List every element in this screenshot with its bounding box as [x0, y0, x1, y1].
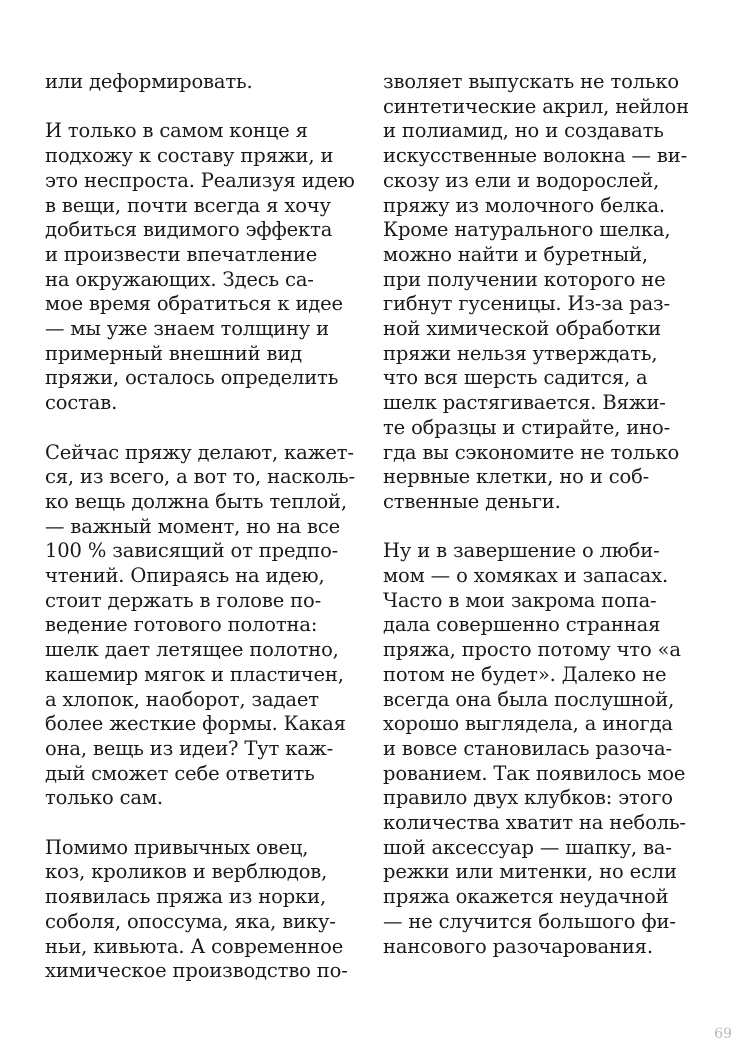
text-line: ся, из всего, а вот то, насколь- [45, 465, 355, 489]
text-line: шой аксессуар — шапку, ва- [383, 835, 672, 859]
text-line: Кроме натурального шелка, [383, 218, 671, 242]
text-line: или деформировать. [45, 70, 253, 93]
text-line: — не случится большого фи- [383, 909, 676, 933]
text-line: 100 % зависящий от предпо- [45, 539, 339, 563]
text-line: Помимо привычных овец, [45, 835, 309, 859]
paragraph [45, 836, 365, 984]
text-line: ственные деньги. [383, 489, 561, 513]
text-line: состав. [45, 391, 118, 415]
text-line: и полиамид, но и создавать [383, 119, 664, 143]
text-line: добиться видимого эффекта [45, 218, 333, 242]
text-line: шелк дает летящее полотно, [45, 638, 339, 662]
text-line: подхожу к составу пряжи, и [45, 144, 334, 168]
text-line: шелк растягивается. Вяжи- [383, 391, 666, 415]
text-line: коз, кроликов и верблюдов, [45, 860, 328, 884]
paragraph [383, 539, 713, 959]
text-line: Ну и в завершение о люби- [383, 539, 660, 563]
text-line: стоит держать в голове по- [45, 588, 322, 612]
text-line: только сам. [45, 786, 163, 810]
text-line: она, вещь из идеи? Тут каж- [45, 736, 334, 760]
page-number: 69 [714, 1026, 732, 1042]
text-line: хорошо выглядела, а иногда [383, 712, 673, 736]
text-line: пряжа, просто потому что «а [383, 638, 681, 662]
text-line: мом — о хомяках и запасах. [383, 564, 669, 588]
text-line: в вещи, почти всегда я хочу [45, 193, 331, 217]
text-line: и произвести впечатление [45, 242, 318, 266]
text-line: потом не будет». Далеко не [383, 662, 667, 686]
text-line: гибнут гусеницы. Из-за раз- [383, 292, 670, 316]
text-line: это неспроста. Реализуя идею [45, 168, 355, 192]
text-line: а хлопок, наоборот, задает [45, 687, 319, 711]
text-line: пряжа окажется неудачной [383, 885, 669, 909]
text-line: пряжи, осталось определить [45, 366, 339, 390]
text-line: на окружающих. Здесь са- [45, 267, 314, 291]
text-line: примерный внешний вид [45, 341, 303, 365]
text-line: дый сможет себе ответить [45, 761, 315, 785]
paragraph [45, 441, 365, 812]
text-line: всегда она была послушной, [383, 687, 675, 711]
text-line: и вовсе становилась разоча- [383, 736, 672, 760]
text-line: рованием. Так появилось мое [383, 761, 686, 785]
text-line: те образцы и стирайте, ино- [383, 415, 671, 439]
text-line: кашемир мягок и пластичен, [45, 662, 344, 686]
text-line: чтений. Опираясь на идею, [45, 564, 325, 588]
text-line: Сейчас пряжу делают, кажет- [45, 440, 354, 464]
left-column [45, 70, 365, 984]
text-line: ной химической обработки [383, 317, 662, 341]
text-line: — мы уже знаем толщину и [45, 317, 330, 341]
text-line: пряжи нельзя утверждать, [383, 341, 658, 365]
paragraph [383, 70, 713, 515]
text-line: ведение готового полотна: [45, 613, 318, 637]
text-line: Часто в мои закрома попа- [383, 588, 657, 612]
text-line: при получении которого не [383, 267, 666, 291]
text-line: количества хватит на неболь- [383, 811, 686, 835]
text-line: нервные клетки, но и соб- [383, 465, 650, 489]
text-line: можно найти и буретный, [383, 242, 648, 266]
text-line: правило двух клубков: этого [383, 786, 673, 810]
text-line: синтетические акрил, нейлон [383, 94, 689, 118]
text-line: мое время обратиться к идее [45, 292, 343, 316]
text-line: скозу из ели и водорослей, [383, 168, 660, 192]
text-line: — важный момент, но на все [45, 514, 341, 538]
text-line: химическое производство по- [45, 959, 348, 983]
text-line: пряжу из молочного белка. [383, 193, 665, 217]
text-line: искусственные волокна — ви- [383, 144, 688, 168]
text-line: зволяет выпускать не только [383, 70, 680, 93]
right-column [383, 70, 713, 959]
text-line: режки или митенки, но если [383, 860, 677, 884]
text-line: более жесткие формы. Какая [45, 712, 346, 736]
paragraph [45, 119, 365, 415]
text-line: что вся шерсть садится, а [383, 366, 648, 390]
text-line: И только в самом конце я [45, 119, 308, 143]
text-line: появилась пряжа из норки, [45, 885, 326, 909]
text-line: соболя, опоссума, яка, вику- [45, 909, 336, 933]
text-line: нансового разочарования. [383, 934, 653, 958]
text-line: гда вы сэкономите не только [383, 440, 680, 464]
text-line: дала совершенно странная [383, 613, 661, 637]
paragraph [45, 70, 365, 95]
text-line: ко вещь должна быть теплой, [45, 489, 347, 513]
text-line: ньи, кивьюта. А современное [45, 934, 344, 958]
